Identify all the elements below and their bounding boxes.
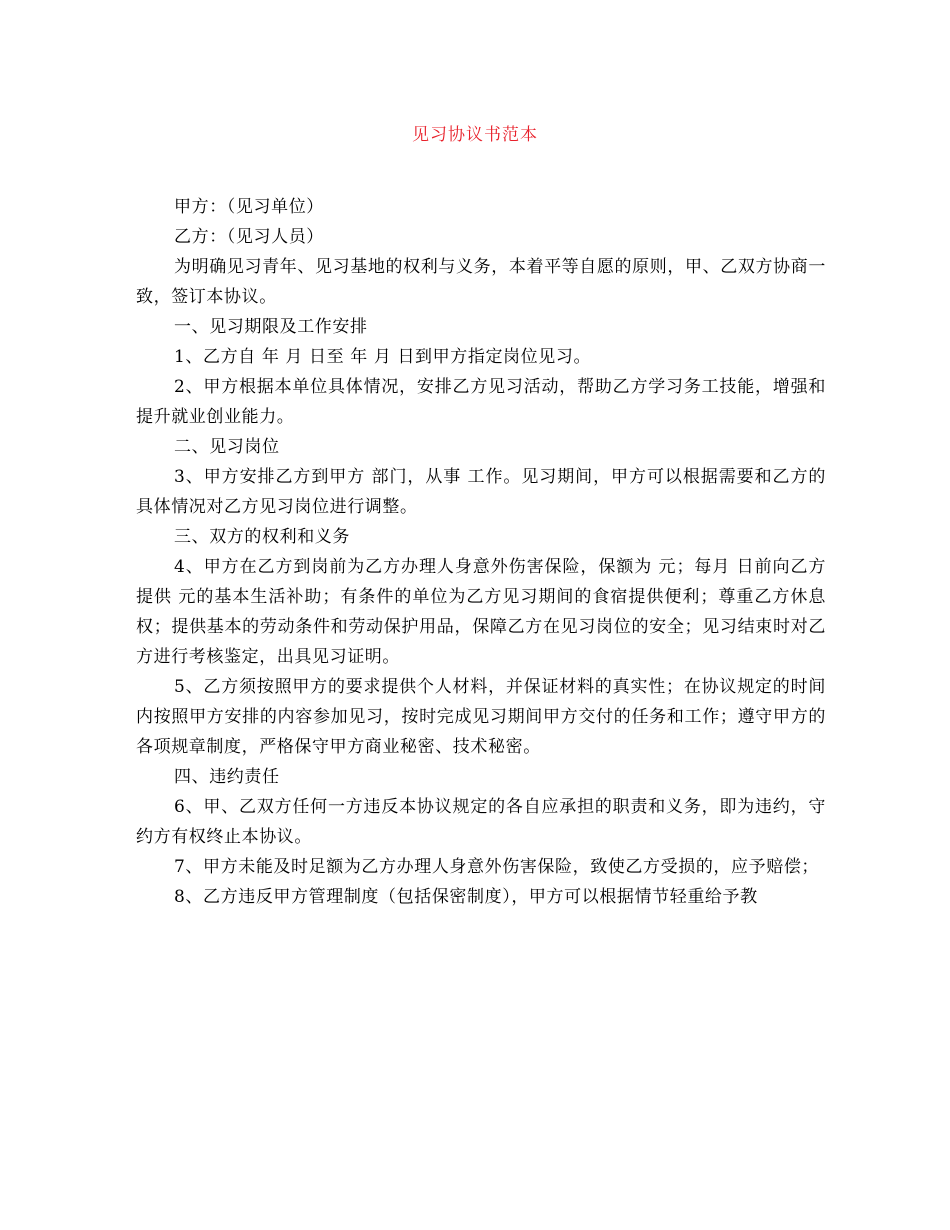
paragraph-party-b: 乙方：（见习人员）: [174, 227, 324, 247]
clause-2: 2、甲方根据本单位具体情况，安排乙方见习活动，帮助乙方学习务工技能，增强和提升就业创业能力。: [136, 377, 826, 427]
clause-7: 7、甲方未能及时足额为乙方办理人身意外伤害保险，致使乙方受损的，应予赔偿；: [174, 857, 820, 877]
clause-8: 8、乙方违反甲方管理制度（包括保密制度），甲方可以根据情节轻重给予教: [174, 887, 758, 907]
section-heading-breach: 四、违约责任: [174, 767, 280, 787]
clause-1: 1、乙方自 年 月 日至 年 月 日到甲方指定岗位见习。: [174, 347, 592, 367]
clause-5: 5、乙方须按照甲方的要求提供个人材料，并保证材料的真实性；在协议规定的时间内按照甲方安排的内容参加见习，按时完成见习期间甲方交付的任务和工作；遵守甲方的各项规章制度，严格保守甲方商业秘密、技术秘密。: [136, 677, 826, 757]
paragraph-preamble: 为明确见习青年、见习基地的权利与义务，本着平等自愿的原则，甲、乙双方协商一致，签订本协议。: [136, 257, 826, 307]
section-heading-position: 二、见习岗位: [174, 437, 280, 457]
document-body: [136, 192, 826, 912]
clause-4: 4、甲方在乙方到岗前为乙方办理人身意外伤害保险，保额为 元；每月 日前向乙方提供 元的基本生活补助；有条件的单位为乙方见习期间的食宿提供便利；尊重乙方休息权；提供基本的劳动条件和劳动保护用品，保障乙方在见习岗位的安全；见习结束时对乙方进行考核鉴定，出具见习证明。: [136, 557, 826, 667]
clause-6: 6、甲、乙双方任何一方违反本协议规定的各自应承担的职责和义务，即为违约，守约方有权终止本协议。: [136, 797, 826, 847]
paragraph-party-a: 甲方：（见习单位）: [174, 197, 324, 217]
document-title: 见习协议书范本: [412, 125, 538, 145]
section-heading-period: 一、见习期限及工作安排: [174, 317, 368, 337]
clause-3: 3、甲方安排乙方到甲方 部门，从事 工作。见习期间，甲方可以根据需要和乙方的具体情况对乙方见习岗位进行调整。: [136, 467, 826, 517]
section-heading-rights: 三、双方的权利和义务: [174, 527, 350, 547]
